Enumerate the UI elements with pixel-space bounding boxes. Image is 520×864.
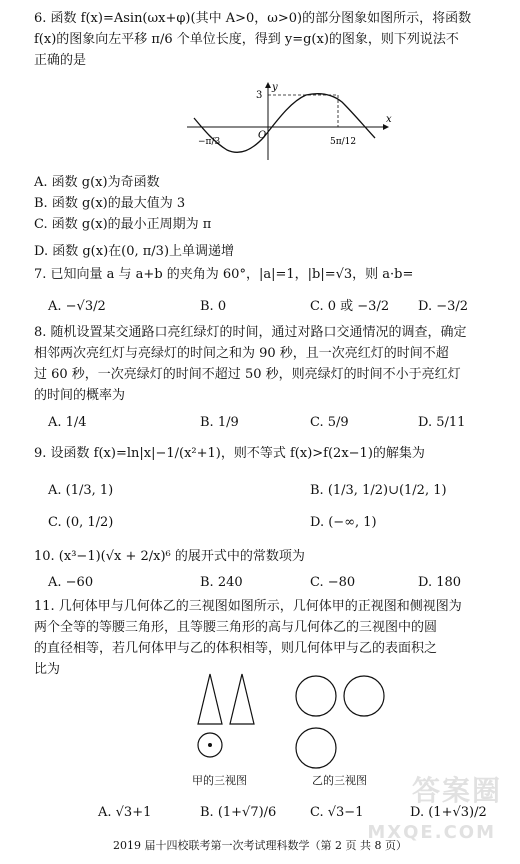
y-axis-arrow	[265, 82, 271, 88]
q6-sine-graph	[182, 80, 394, 169]
q7-option-b[interactable]: B. 0	[200, 299, 227, 314]
tick-left-label: −π/3	[198, 137, 221, 147]
q6-stem-line1: 6. 函数 f(x)=Asin(ωx+φ)(其中 A>0，ω>0)的部分图象如图所示，将函数	[34, 11, 472, 26]
q6-stem-line3: 正确的是	[34, 53, 87, 68]
q8-option-a[interactable]: A. 1/4	[48, 415, 87, 430]
q7-option-c[interactable]: C. 0 或 −3/2	[310, 299, 390, 314]
q11-figure-yi	[294, 668, 394, 785]
q11-stem-line4: 比为	[34, 662, 61, 677]
q11-option-b[interactable]: B. (1+√7)/6	[200, 805, 277, 820]
q8-option-c[interactable]: C. 5/9	[310, 415, 349, 430]
q10-option-a[interactable]: A. −60	[48, 575, 94, 590]
q11-figure-jia	[190, 668, 270, 785]
yi-side-view	[344, 676, 384, 716]
question-8	[34, 322, 514, 406]
q7-option-d[interactable]: D. −3/2	[418, 299, 469, 314]
q11-option-d[interactable]: D. (1+√3)/2	[410, 805, 487, 820]
q11-stem-line3: 的直径相等，若几何体甲与乙的体积相等，则几何体甲与乙的表面积之	[34, 641, 438, 656]
q8-stem-line4: 的时间的概率为	[34, 388, 126, 403]
q6-option-b[interactable]: B. 函数 g(x)的最大值为 3	[34, 196, 186, 211]
q6-option-c[interactable]: C. 函数 g(x)的最小正周期为 π	[34, 217, 212, 232]
q11-caption-yi: 乙的三视图	[312, 774, 367, 787]
origin-label: O	[258, 130, 267, 141]
q9-option-a[interactable]: A. (1/3, 1)	[48, 483, 114, 498]
yi-top-view	[296, 728, 336, 768]
q10-option-c[interactable]: C. −80	[310, 575, 356, 590]
q6-options	[34, 172, 514, 262]
q8-option-b[interactable]: B. 1/9	[200, 415, 239, 430]
q6-option-a[interactable]: A. 函数 g(x)为奇函数	[34, 175, 160, 190]
q6-stem-line2: f(x)的图象向左平移 π/6 个单位长度，得到 y=g(x)的图象，则下列说法不	[34, 32, 459, 47]
q8-option-d[interactable]: D. 5/11	[418, 415, 466, 430]
q8-stem-line3: 过 60 秒，一次亮绿灯的时间不超过 50 秒，则亮绿灯的时间不小于亮红灯	[34, 367, 461, 382]
x-label: x	[386, 114, 392, 125]
page-footer: 2019 届十四校联考第一次考试理科数学（第 2 页 共 8 页）	[113, 839, 407, 852]
q8-stem-line1: 8. 随机设置某交通路口亮红绿灯的时间，通过对路口交通情况的调查，确定	[34, 325, 467, 340]
q9-option-b[interactable]: B. (1/3, 1/2)∪(1/2, 1)	[310, 483, 447, 498]
question-9	[34, 443, 514, 464]
amp-label: 3	[256, 90, 263, 101]
jia-front-view	[198, 674, 222, 724]
question-10	[34, 546, 514, 567]
q10-option-d[interactable]: D. 180	[418, 575, 462, 590]
q7-stem: 7. 已知向量 a 与 a+b 的夹角为 60°，|a|=1，|b|=√3，则 a·b=	[34, 267, 414, 282]
question-6	[34, 8, 514, 71]
tick-right-label: 5π/12	[330, 137, 357, 147]
y-label: y	[272, 82, 278, 93]
watermark-logo: 答案圈	[411, 774, 502, 807]
q8-stem-line2: 相邻两次亮红灯与亮绿灯的时间之和为 90 秒，且一次亮红灯的时间不超	[34, 346, 449, 361]
q11-stem-line2: 两个全等的等腰三角形，且等腰三角形的高与几何体乙的三视图中的圆	[34, 620, 438, 635]
q11-stem-line1: 11. 几何体甲与几何体乙的三视图如图所示，几何体甲的正视图和侧视图为	[34, 599, 462, 614]
watermark-url: MXQE.COM	[367, 822, 496, 843]
q11-option-c[interactable]: C. √3−1	[310, 805, 364, 820]
q9-stem: 9. 设函数 f(x)=ln|x|−1/(x²+1)，则不等式 f(x)>f(2x−1)的解集为	[34, 446, 425, 461]
yi-front-view	[296, 676, 336, 716]
q9-option-c[interactable]: C. (0, 1/2)	[48, 515, 114, 530]
jia-top-view-center	[208, 743, 212, 747]
q11-option-a[interactable]: A. √3+1	[98, 805, 152, 820]
q11-caption-jia: 甲的三视图	[192, 774, 247, 787]
q9-option-d[interactable]: D. (−∞, 1)	[310, 515, 377, 530]
q7-option-a[interactable]: A. −√3/2	[48, 299, 106, 314]
q10-option-b[interactable]: B. 240	[200, 575, 243, 590]
question-11	[34, 596, 514, 680]
question-7	[34, 264, 514, 285]
q6-option-d[interactable]: D. 函数 g(x)在(0, π/3)上单调递增	[34, 244, 235, 259]
jia-side-view	[230, 674, 254, 724]
q10-stem: 10. (x³−1)(√x + 2/x)⁶ 的展开式中的常数项为	[34, 549, 305, 564]
